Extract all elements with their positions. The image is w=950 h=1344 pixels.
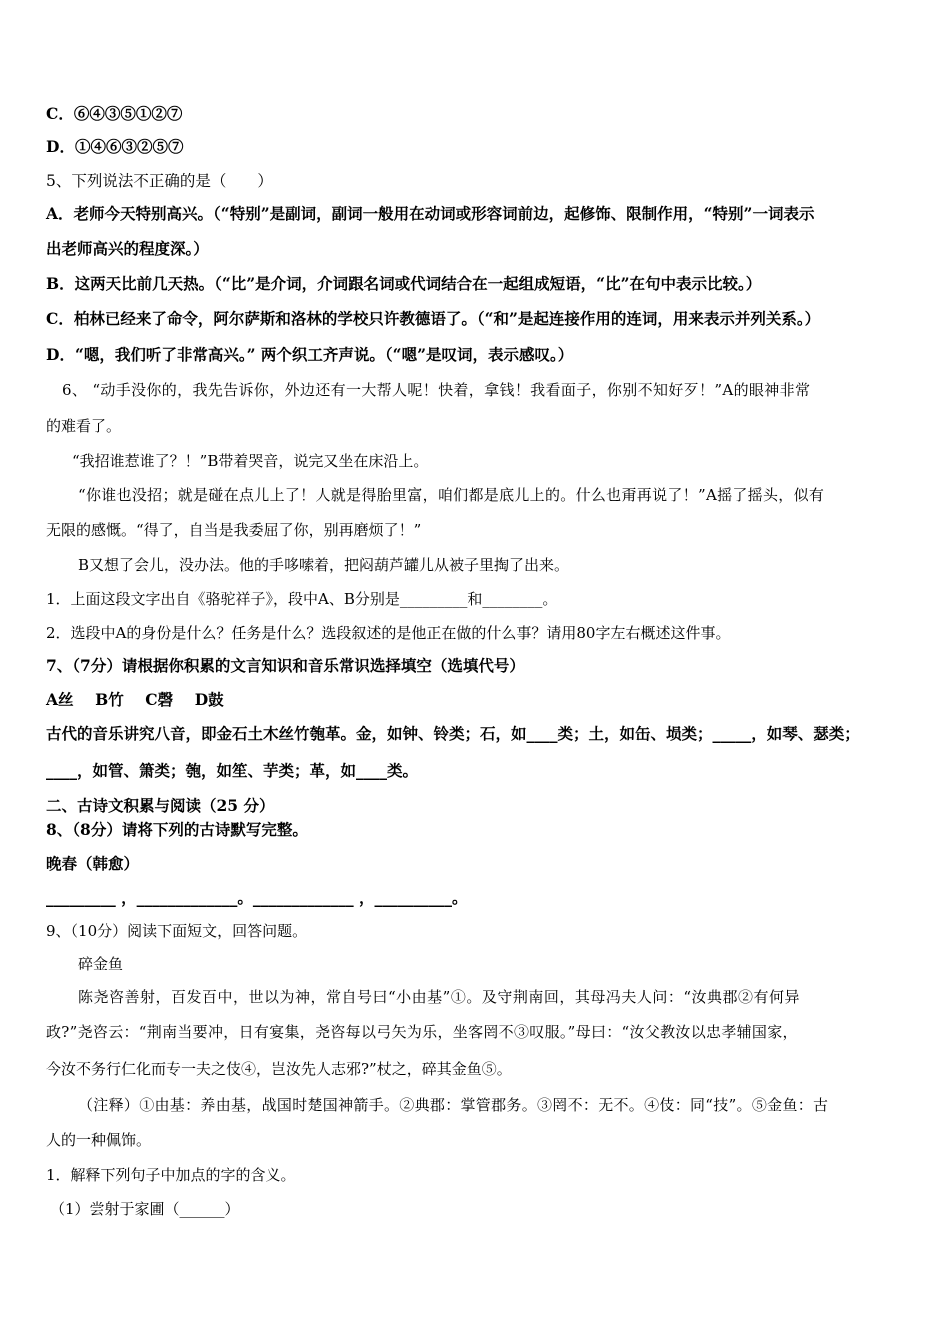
q5-option-b: B．这两天比前几天热。（“比”是介词，介词跟名词或代词结合在一起组成短语，“比”在句中表示比较。） xyxy=(46,274,762,293)
q6-subquestion-2: 2．选段中A的身份是什么？任务是什么？选段叙述的是他正在做的什么事？请用80字左右概述这件事。 xyxy=(46,624,731,642)
poem-blanks: _________ ，_____________。_____________ ，__________。 xyxy=(46,888,468,907)
q7-text: 古代的音乐讲究八音，即金石土木丝竹匏革。金，如钟、铃类；石，如____类；土，如缶、埙类；_____，如琴、瑟类； xyxy=(46,724,860,743)
option-d: D．①④⑥③②⑤⑦ xyxy=(46,137,184,156)
passage-6-para-1: 6、 “动手没你的，我先告诉你，外边还有一大帮人呢！快着，拿钱！我看面子，你别不知好歹！”A的眼神非常 xyxy=(62,381,811,399)
passage-9-notes-cont: 人的一种佩饰。 xyxy=(46,1131,152,1149)
passage-6-para-3: “你谁也没招；就是碰在点儿上了！人就是得胎里富，咱们都是底儿上的。什么也甭再说了！”A摇了摇头，似有 xyxy=(78,486,825,504)
q6-subquestion-1: 1．上面这段文字出自《骆驼祥子》，段中A、B分别是_________和________。 xyxy=(46,590,558,608)
q7-options: A丝 B竹 C磬 D鼓 xyxy=(46,690,224,709)
passage-9-notes: （注释）①由基：养由基，战国时楚国神箭手。②典郡：掌管郡务。③罔不：无不。④伎：同“技”。⑤金鱼：古 xyxy=(78,1096,829,1114)
question-9-stem: 9、（10分）阅读下面短文，回答问题。 xyxy=(46,922,308,940)
passage-9-para-1: 陈尧咨善射，百发百中，世以为神，常自号曰“小由基”①。及守荆南回，其母冯夫人问：“汝典郡②有何异 xyxy=(78,988,801,1006)
q5-option-c: C．柏林已经来了命令，阿尔萨斯和洛林的学校只许教德语了。（“和”是起连接作用的连词，用来表示并列关系。） xyxy=(46,309,821,328)
q9-subquestion-1-item-1: （1）尝射于家圃（______） xyxy=(50,1200,240,1218)
question-8-stem: 8、（8分）请将下列的古诗默写完整。 xyxy=(46,820,308,839)
q5-option-a: A．老师今天特别高兴。（“特别”是副词，副词一般用在动词或形容词前边，起修饰、限制作用，“特别”一词表示 xyxy=(46,204,815,223)
question-5-stem: 5、下列说法不正确的是（ ） xyxy=(46,172,273,190)
passage-9-para-1-cont: 政?”尧咨云：“荆南当要冲，日有宴集，尧咨每以弓矢为乐，坐客罔不③叹服。”母曰：“汝父教汝以忠孝辅国家， xyxy=(46,1023,798,1041)
poem-title: 晚春（韩愈） xyxy=(46,854,140,873)
passage-6-para-3-cont: 无限的感慨。“得了，自当是我委屈了你，别再磨烦了！” xyxy=(46,521,422,539)
passage-6-para-4: B又想了会儿，没办法。他的手哆嗦着，把闷葫芦罐儿从被子里掏了出来。 xyxy=(78,556,570,574)
q7-text-cont: ____，如管、箫类；匏，如笙、芋类；革，如____类。 xyxy=(46,761,419,780)
passage-9-para-1-end: 今汝不务行仁化而专一夫之伎④，岂汝先人志邪?”杖之，碎其金鱼⑤。 xyxy=(46,1060,512,1078)
option-c: C．⑥④③⑤①②⑦ xyxy=(46,104,183,123)
passage-6-para-1-cont: 的难看了。 xyxy=(46,417,122,435)
passage-9-title: 碎金鱼 xyxy=(78,955,124,973)
q9-subquestion-1: 1．解释下列句子中加点的字的含义。 xyxy=(46,1166,296,1184)
q5-option-a-cont: 出老师高兴的程度深。） xyxy=(46,239,209,258)
question-7-stem: 7、（7分）请根据你积累的文言知识和音乐常识选择填空（选填代号） xyxy=(46,656,525,675)
section-2-heading: 二、古诗文积累与阅读（25 分） xyxy=(46,796,275,815)
q5-option-d: D．“嗯，我们听了非常高兴。” 两个织工齐声说。（“嗯”是叹词，表示感叹。） xyxy=(46,345,574,364)
passage-6-para-2: “我招谁惹谁了？！”B带着哭音，说完又坐在床沿上。 xyxy=(72,452,429,470)
